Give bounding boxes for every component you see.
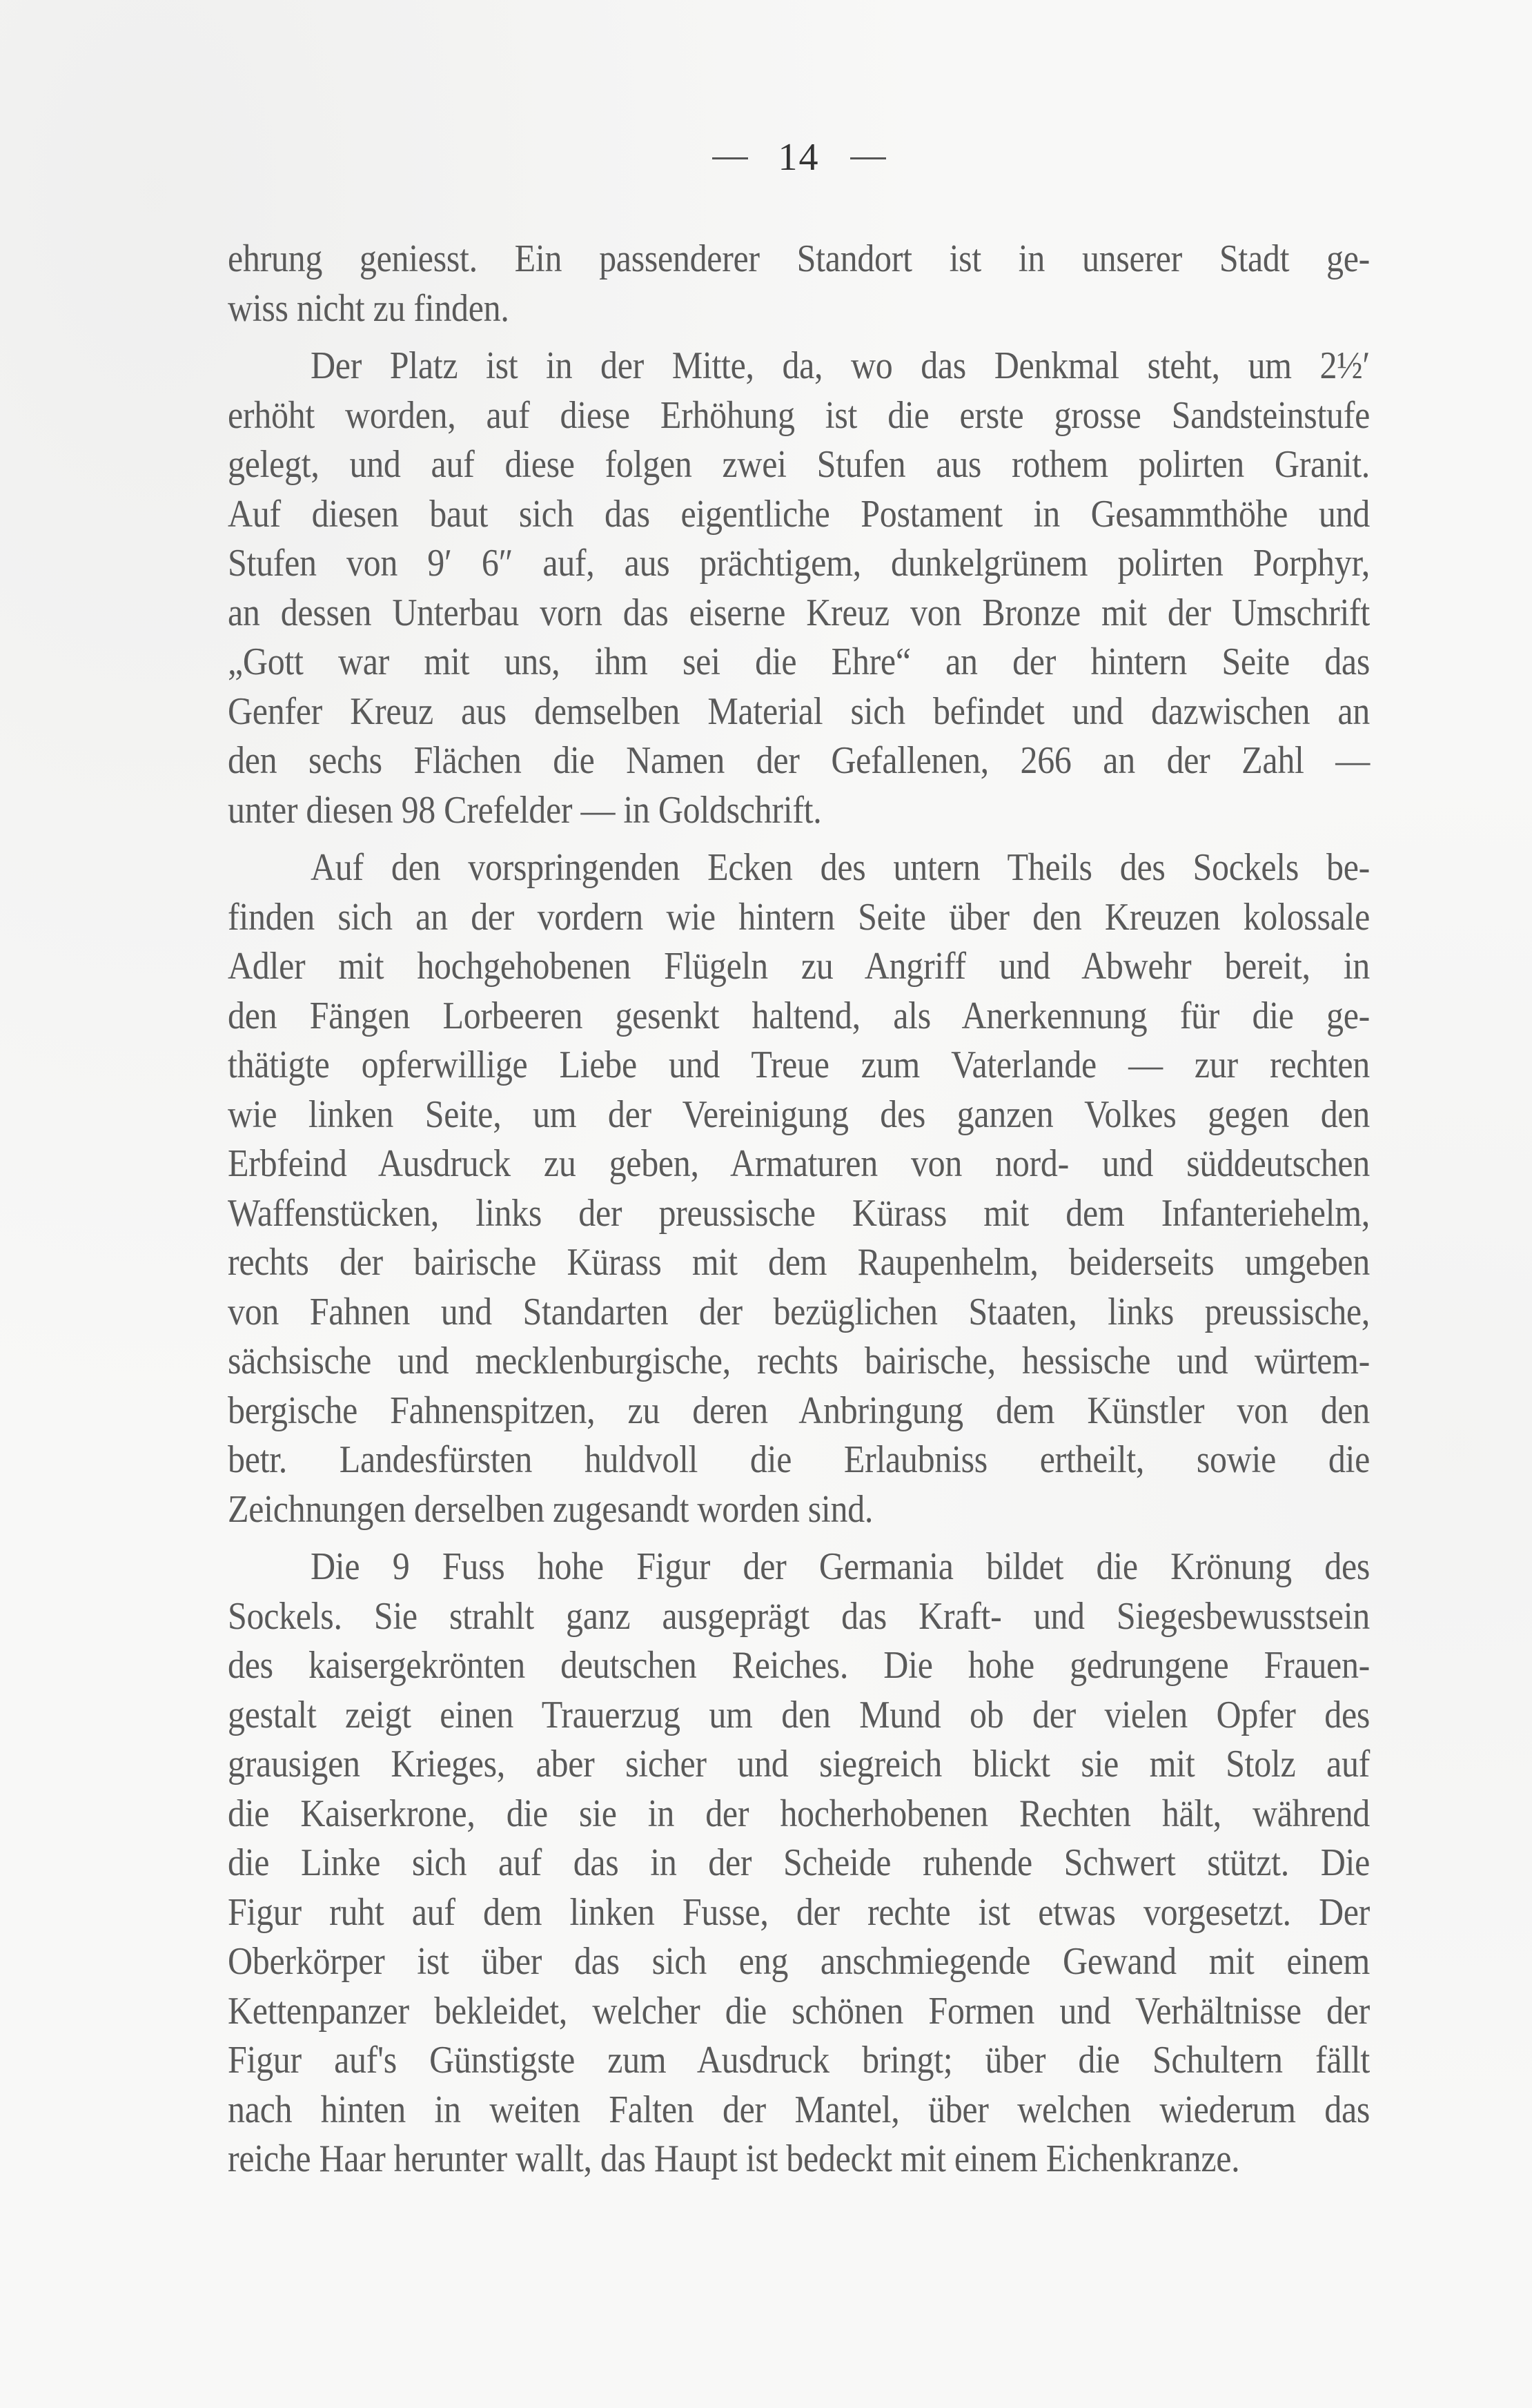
text-line: „Gott war mit uns, ihm sei die Ehre“ an der hintern Seite das [228, 639, 1370, 683]
text-line: Figur auf's Günstigste zum Ausdruck bringt; über die Schultern fällt [228, 2037, 1370, 2082]
paragraph [228, 843, 1370, 1534]
text-line: den sechs Flächen die Namen der Gefallenen, 266 an der Zahl — [228, 738, 1370, 782]
text-line: Auf diesen baut sich das eigentliche Postament in Gesammthöhe und [228, 491, 1370, 535]
page-number-label: 14 [778, 136, 820, 179]
text-line: unter diesen 98 Crefelder — in Goldschrift. [228, 787, 822, 831]
text-line: die Linke sich auf das in der Scheide ruhende Schwert stützt. Die [228, 1840, 1370, 1884]
page-number-dash-right [850, 157, 886, 159]
text-line: von Fahnen und Standarten der bezüglichen Staaten, links preussische, [228, 1289, 1370, 1333]
text-line: Kettenpanzer bekleidet, welcher die schönen Formen und Verhältnisse der [228, 1988, 1370, 2032]
text-line: Die 9 Fuss hohe Figur der Germania bildet die Krönung des [311, 1544, 1370, 1588]
text-line: finden sich an der vordern wie hintern Seite über den Kreuzen kolossale [228, 894, 1370, 938]
text-line: Oberkörper ist über das sich eng anschmiegende Gewand mit einem [228, 1939, 1370, 1983]
text-line: Zeichnungen derselben zugesandt worden sind. [228, 1487, 874, 1530]
text-line: Figur ruht auf dem linken Fusse, der rechte ist etwas vorgesetzt. Der [228, 1890, 1370, 1933]
page-number-dash-left [712, 157, 748, 159]
text-line: thätigte opferwillige Liebe und Treue zum Vaterlande — zur rechten [228, 1042, 1370, 1086]
text-line: Auf den vorspringenden Ecken des untern Theils des Sockels be- [311, 845, 1370, 889]
paragraph [228, 342, 1370, 835]
text-line: Stufen von 9′ 6″ auf, aus prächtigem, dunkelgrünem polirten Porphyr, [228, 540, 1370, 585]
body-text [228, 235, 1370, 2184]
text-line: Genfer Kreuz aus demselben Material sich befindet und dazwischen an [228, 689, 1370, 732]
text-line: rechts der bairische Kürass mit dem Raupenhelm, beiderseits umgeben [228, 1240, 1370, 1284]
text-line: gelegt, und auf diese folgen zwei Stufen aus rothem polirten Granit. [228, 442, 1370, 486]
text-line: die Kaiserkrone, die sie in der hocherhobenen Rechten hält, während [228, 1791, 1370, 1834]
text-line: gestalt zeigt einen Trauerzug um den Mund ob der vielen Opfer des [228, 1692, 1370, 1736]
text-line: reiche Haar herunter wallt, das Haupt ist bedeckt mit einem Eichenkranze. [228, 2136, 1240, 2180]
text-line: wie linken Seite, um der Vereinigung des ganzen Volkes gegen den [228, 1092, 1370, 1135]
text-line: des kaisergekrönten deutschen Reiches. Die hohe gedrungene Frauen- [228, 1643, 1370, 1687]
paragraph [228, 235, 1370, 333]
text-line: den Fängen Lorbeeren gesenkt haltend, als Anerkennung für die ge- [228, 993, 1370, 1037]
text-line: sächsische und mecklenburgische, rechts bairische, hessische und würtem- [228, 1338, 1370, 1382]
text-line: betr. Landesfürsten huldvoll die Erlaubniss ertheilt, sowie die [228, 1437, 1370, 1481]
text-line: Sockels. Sie strahlt ganz ausgeprägt das Kraft- und Siegesbewusstsein [228, 1594, 1370, 1637]
text-line: ehrung geniesst. Ein passenderer Standort ist in unserer Stadt ge- [228, 236, 1370, 280]
page-number [228, 135, 1370, 179]
text-line: Waffenstücken, links der preussische Kürass mit dem Infanteriehelm, [228, 1191, 1370, 1234]
text-line: an dessen Unterbau vorn das eiserne Kreuz von Bronze mit der Umschrift [228, 590, 1370, 634]
text-line: erhöht worden, auf diese Erhöhung ist die erste grosse Sandsteinstufe [228, 393, 1370, 436]
text-line: nach hinten in weiten Falten der Mantel, über welchen wiederum das [228, 2087, 1370, 2131]
text-line: bergische Fahnenspitzen, zu deren Anbringung dem Künstler von den [228, 1388, 1370, 1431]
paragraph [228, 1543, 1370, 2184]
text-line: grausigen Krieges, aber sicher und siegreich blickt sie mit Stolz auf [228, 1741, 1370, 1785]
text-line: Adler mit hochgehobenen Flügeln zu Angriff und Abwehr bereit, in [228, 943, 1370, 988]
text-line: Der Platz ist in der Mitte, da, wo das Denkmal steht, um 2½′ [311, 343, 1370, 387]
text-line: wiss nicht zu finden. [228, 286, 509, 329]
text-line: Erbfeind Ausdruck zu geben, Armaturen von nord- und süddeutschen [228, 1141, 1370, 1185]
